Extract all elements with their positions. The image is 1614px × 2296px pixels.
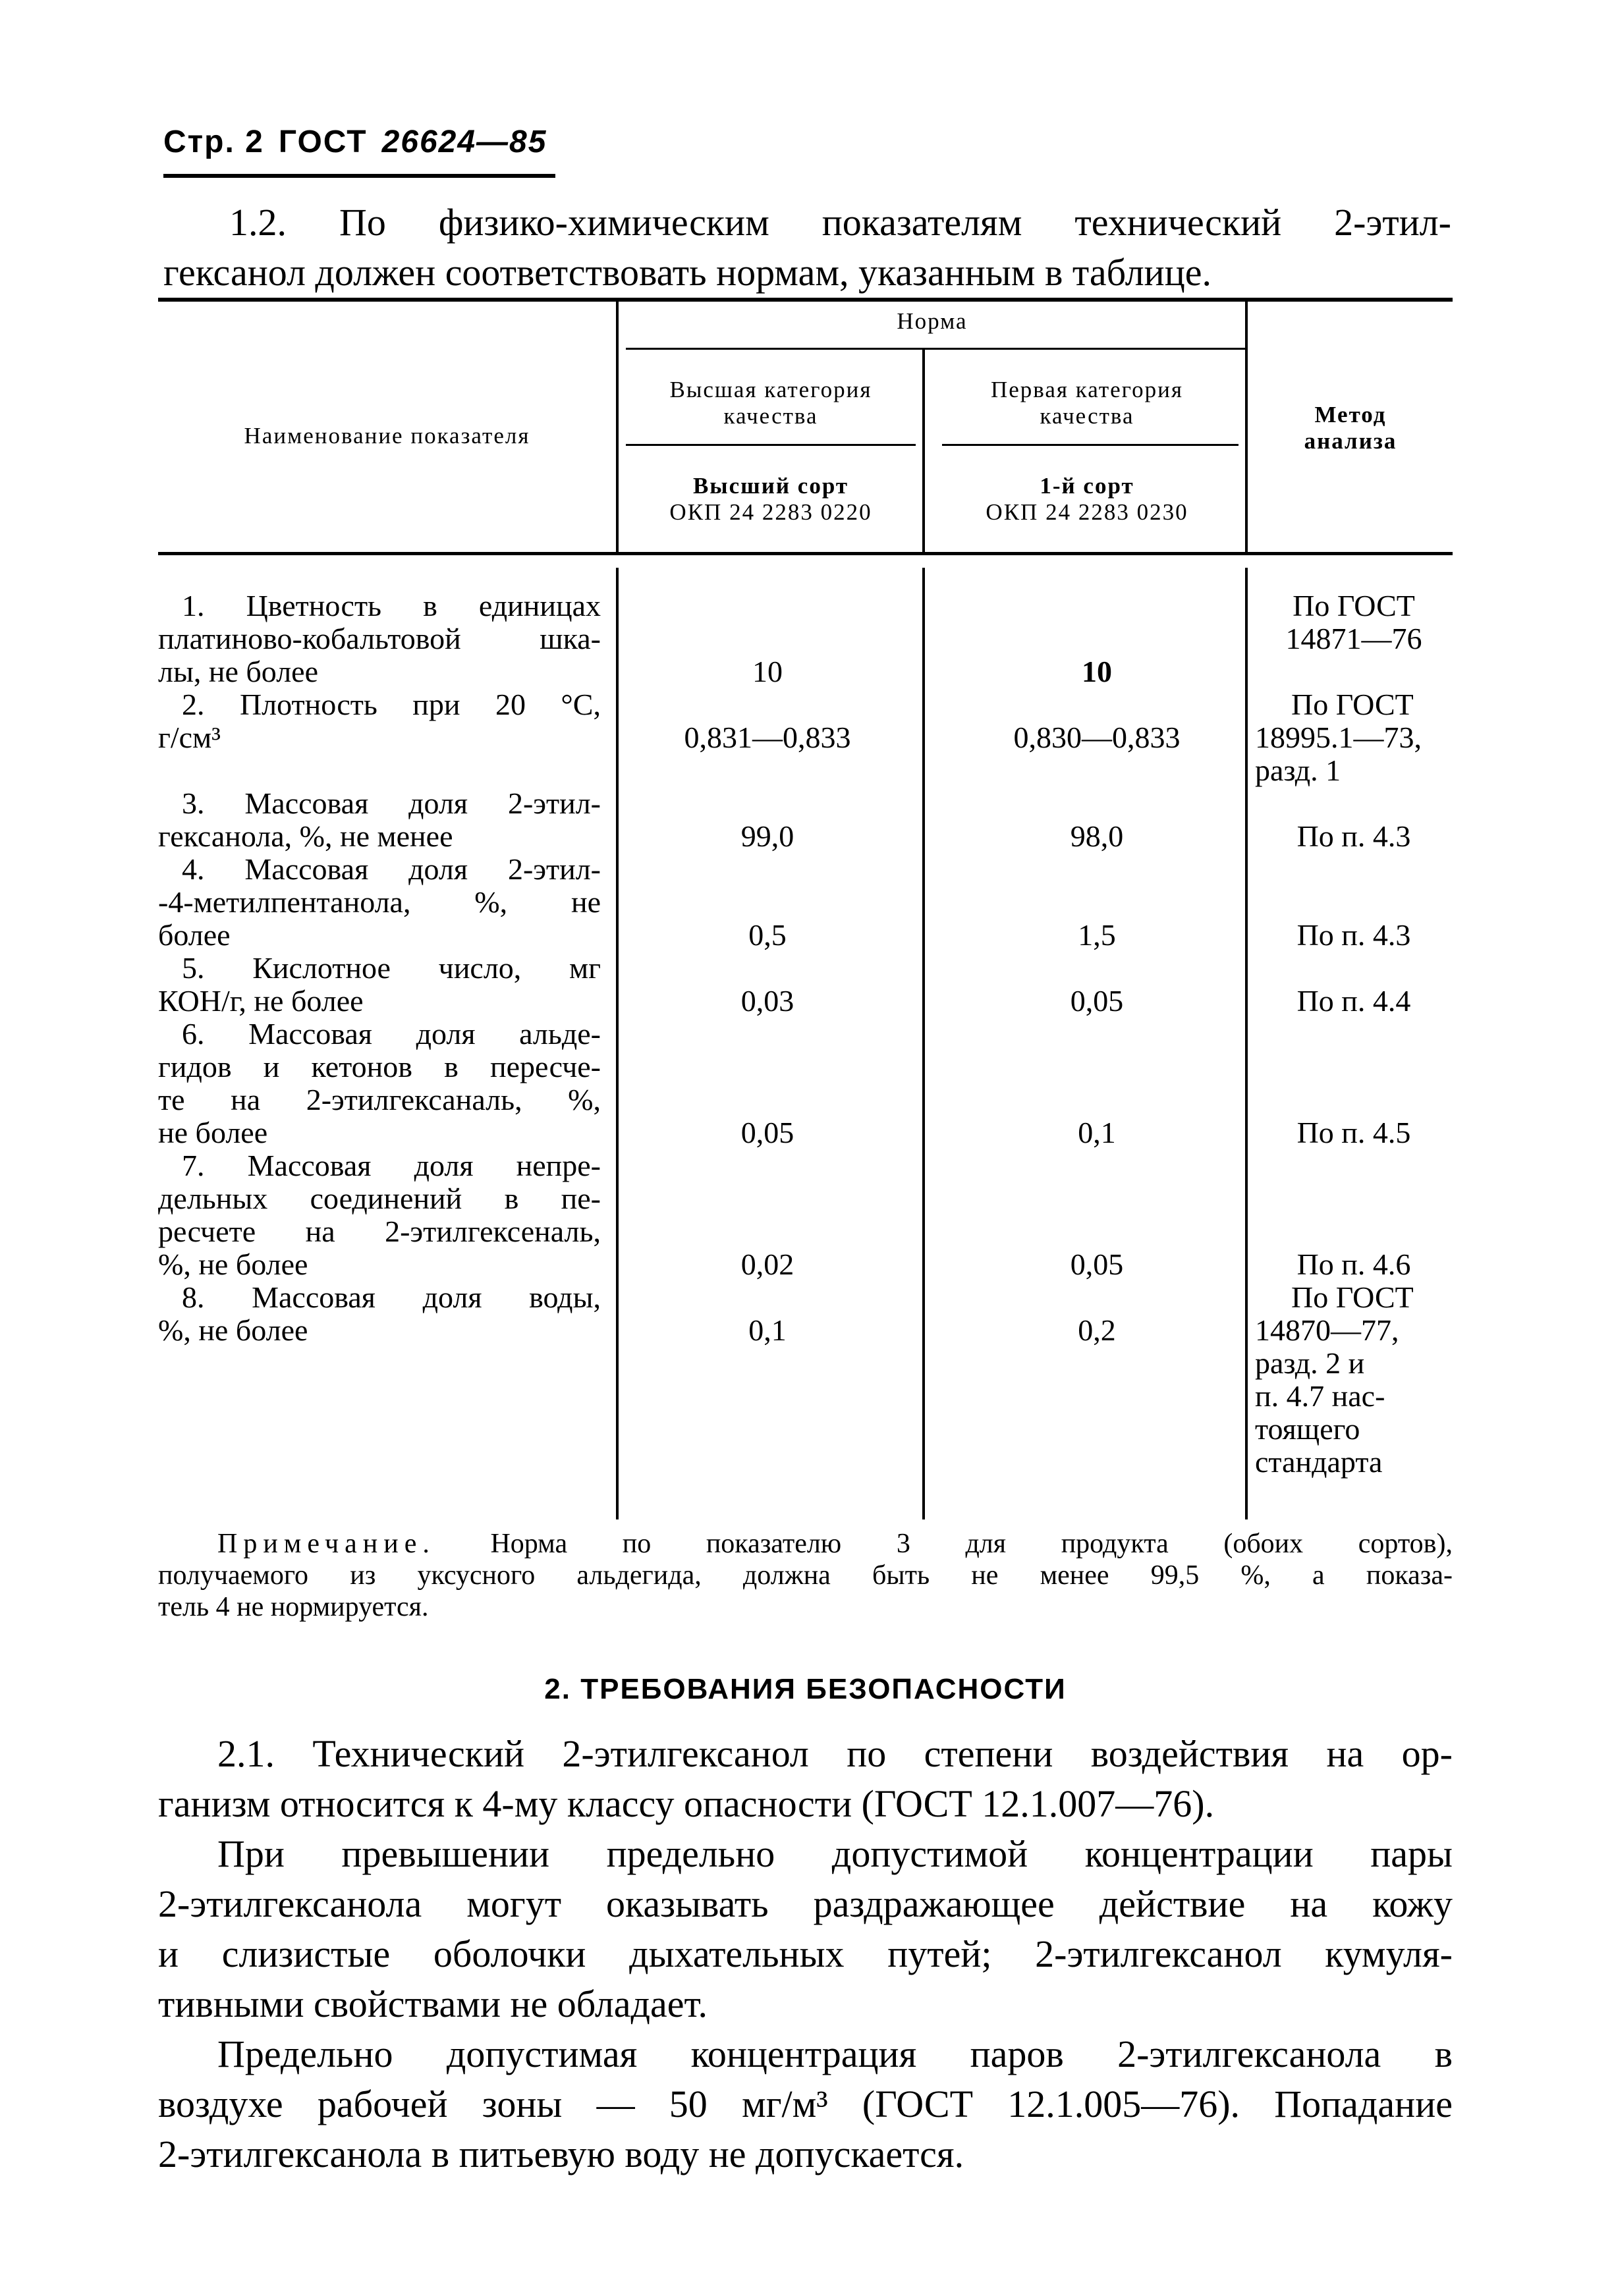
row-value-first: 10 [1082,655,1112,688]
row-name-line: платиново-кобальтовой шка- [158,622,601,655]
grade1-header-line: Высший сорт [692,473,849,499]
grade2-header-line: 1-й сорт [1040,473,1134,499]
row-value-first: 0,830—0,833 [1013,721,1181,754]
cat2-header-line: Первая категория [990,377,1183,402]
section-title: 2. ТРЕБОВАНИЯ БЕЗОПАСНОСТИ [544,1673,1067,1705]
row-name-line: 7. Массовая доля непре- [182,1149,601,1182]
row-value-first: 0,2 [1078,1313,1116,1347]
cat1-header-line: качества [723,403,818,429]
section-paragraph [158,2029,1453,2179]
table-row-name [158,688,601,754]
row-method [1252,1116,1456,1149]
row-name-line: 5. Кислотное число, мг [182,951,601,985]
category-underline [942,444,1238,446]
table-row-name [158,853,601,952]
row-name-line: более [158,918,231,952]
cat2-header-line: качества [1040,403,1134,429]
table-divider [922,349,925,552]
row-name-line: 1. Цветность в единицах [182,589,601,622]
note-label: Примечание. [217,1529,435,1559]
table-row-name [158,1281,601,1347]
row-name-line: %, не более [158,1313,308,1347]
grade1-header [619,473,922,526]
method-line: разд. 2 и [1255,1346,1365,1380]
row-name-line: дельных соединений в пе- [158,1182,601,1215]
norm-underline [626,348,1245,350]
row-value-first: 0,05 [1070,984,1124,1018]
method-header [1248,402,1453,454]
method-line: стандарта [1255,1445,1383,1479]
row-value-highest: 10 [752,655,783,688]
method-line: По ГОСТ [1291,688,1414,721]
method-line: По п. 4.4 [1296,984,1411,1018]
row-value-first: 1,5 [1078,918,1116,952]
row-name-line: 8. Массовая доля воды, [182,1280,601,1314]
row-name-line: те на 2-этилгексаналь, %, [158,1083,601,1116]
row-method [1252,919,1456,952]
method-line: разд. 1 [1255,753,1341,787]
cat1-header [619,377,922,429]
paragraph-line: 2-этилгексанола в питьевую воду не допускается. [158,2133,964,2175]
row-name-line: %, не более [158,1247,308,1281]
note-text: Норма по показателю 3 для продукта (обоих сортов), [490,1529,1453,1559]
method-line: 14871—76 [1285,622,1422,655]
row-method [1255,688,1459,787]
col-name-header: Наименование показателя [244,423,530,449]
paragraph-line: При превышении предельно допустимой концентрации пары [217,1832,1453,1875]
row-name-line: не более [158,1116,268,1149]
row-method [1252,985,1456,1018]
row-name-line: 6. Массовая доля альде- [182,1017,601,1051]
header-doc: ГОСТ [278,124,368,159]
paragraph-line: ганизм относится к 4-му классу опасности (ГОСТ 12.1.007—76). [158,1782,1215,1825]
row-value-highest: 0,02 [740,1247,794,1281]
row-value-highest: 0,5 [748,918,787,952]
cat2-header [929,377,1245,429]
header-number: 26624—85 [381,124,547,159]
row-value-highest: 0,05 [740,1116,794,1149]
grade2-header [929,473,1245,526]
table-row-name [158,1018,601,1149]
norm-header: Норма [897,308,968,334]
running-header [163,124,559,182]
method-line: тоящего [1255,1412,1360,1446]
grade1-header-line: ОКП 24 2283 0220 [669,499,872,525]
row-method [1252,820,1456,853]
row-value-first: 0,05 [1070,1247,1124,1281]
method-header-line: Метод [1314,402,1387,427]
note-line: получаемого из уксусного альдегида, должна быть не менее 99,5 %, а показа- [158,1560,1453,1591]
table-row-name [158,787,601,853]
table-divider [1245,568,1248,1519]
method-header-line: анализа [1304,428,1397,454]
row-value-highest: 99,0 [740,819,794,853]
paragraph-line: 2-этилгексанола могут оказывать раздражающее действие на кожу [158,1882,1453,1925]
table-divider [616,302,619,552]
method-line: По п. 4.6 [1296,1247,1411,1281]
row-value-highest: 0,03 [740,984,794,1018]
row-method [1255,1281,1459,1479]
header-page: Стр. 2 [163,124,264,159]
row-value-first: 98,0 [1070,819,1124,853]
paragraph-line: и слизистые оболочки дыхательных путей; 2-этилгексанол кумуля- [158,1932,1453,1975]
row-name-line: ресчете на 2-этилгексеналь, [158,1215,601,1248]
row-name-line: -4-метилпентанола, %, не [158,885,601,919]
table-divider [1245,302,1248,552]
method-line: По п. 4.3 [1296,819,1411,853]
grade2-header-line: ОКП 24 2283 0230 [986,499,1188,525]
row-name-line: г/см³ [158,721,221,754]
method-line: По ГОСТ [1291,1280,1414,1314]
table-row-name [158,589,601,688]
row-name-line: гексанола, %, не менее [158,819,453,853]
table-divider [922,568,925,1519]
method-line: По ГОСТ [1293,589,1415,622]
table-note [158,1528,1453,1623]
intro-line: гексанол должен соответствовать нормам, указанным в таблице. [163,251,1211,294]
row-method [1252,1248,1456,1281]
method-line: По п. 4.5 [1296,1116,1411,1149]
header-text [163,124,559,160]
table-row-name [158,952,601,1018]
intro-line: 1.2. По физико-химическим показателям технический 2-этил- [229,201,1451,244]
row-name-line: КОН/г, не более [158,984,364,1018]
note-line [158,1528,1453,1560]
section-paragraph [158,1729,1453,1829]
method-line: 14870—77, [1255,1313,1399,1347]
paragraph-line: воздухе рабочей зоны — 50 мг/м³ (ГОСТ 12.1.005—76). Попадание [158,2083,1453,2125]
table-divider [616,568,619,1519]
row-value-highest: 0,1 [748,1313,787,1347]
row-value-highest: 0,831—0,833 [684,721,851,754]
header-rule [163,174,555,178]
category-underline [626,444,916,446]
table-header-rule [158,552,1453,555]
paragraph-line: 2.1. Технический 2-этилгексанол по степени воздействия на ор- [217,1732,1453,1775]
table-row-name [158,1149,601,1281]
row-name-line: лы, не более [158,655,318,688]
intro-paragraph [163,198,1451,298]
section-paragraph [158,1829,1453,2029]
row-name-line: 2. Плотность при 20 °С, [182,688,601,721]
method-line: По п. 4.3 [1296,918,1411,952]
method-line: 18995.1—73, [1255,721,1422,754]
row-value-first: 0,1 [1078,1116,1116,1149]
method-line: п. 4.7 нас- [1255,1379,1385,1413]
cat1-header-line: Высшая категория [669,377,872,402]
note-line: тель 4 не нормируется. [158,1592,429,1622]
row-method [1252,589,1456,655]
row-name-line: гидов и кетонов в пересче- [158,1050,601,1083]
row-name-line: 3. Массовая доля 2-этил- [182,786,601,820]
paragraph-line: Предельно допустимая концентрация паров 2-этилгексанола в [217,2033,1453,2075]
paragraph-line: тивными свойствами не обладает. [158,1982,708,2025]
row-name-line: 4. Массовая доля 2-этил- [182,852,601,886]
table-top-rule [158,298,1453,302]
